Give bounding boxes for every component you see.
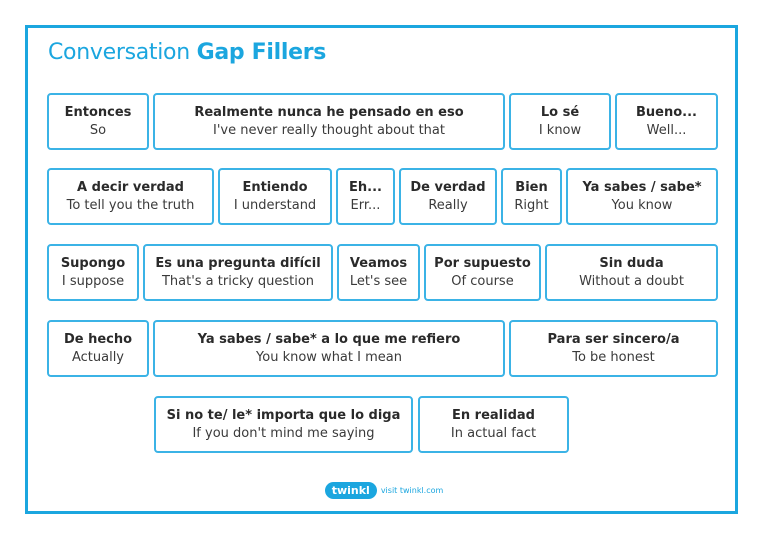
phrase-spanish: Lo sé — [540, 104, 580, 120]
phrase-spanish: Supongo — [60, 255, 126, 271]
phrase-card-pregunta-dificil — [143, 244, 333, 301]
phrase-english: You know — [611, 197, 673, 213]
phrase-card-de-verdad — [399, 168, 497, 225]
phrase-english: Without a doubt — [579, 273, 684, 289]
phrase-card-entonces — [47, 93, 149, 150]
phrase-spanish: Eh... — [349, 179, 382, 195]
phrase-card-sin-duda — [545, 244, 718, 301]
phrase-english: To tell you the truth — [66, 197, 195, 213]
phrase-spanish: Sin duda — [599, 255, 664, 271]
twinkl-logo: twinkl — [325, 482, 377, 499]
phrase-english: Err... — [350, 197, 381, 213]
phrase-card-eh — [336, 168, 395, 225]
phrase-spanish: Ya sabes / sabe* — [582, 179, 702, 195]
phrase-spanish: Realmente nunca he pensado en eso — [194, 104, 464, 120]
phrase-spanish: Bien — [515, 179, 548, 195]
phrase-spanish: Es una pregunta difícil — [155, 255, 321, 271]
phrase-english: I know — [538, 122, 582, 138]
phrase-spanish: Entonces — [64, 104, 132, 120]
phrase-card-entiendo — [218, 168, 332, 225]
phrase-card-por-supuesto — [424, 244, 541, 301]
phrase-card-veamos — [337, 244, 420, 301]
phrase-card-en-realidad — [418, 396, 569, 453]
phrase-english: Of course — [451, 273, 514, 289]
phrase-english: You know what I mean — [256, 349, 402, 365]
phrase-english: So — [89, 122, 107, 138]
phrase-card-si-no-te-importa — [154, 396, 413, 453]
phrase-spanish: Si no te/ le* importa que lo diga — [166, 407, 401, 423]
title-light: Conversation — [48, 40, 190, 65]
phrase-english: In actual fact — [450, 425, 537, 441]
phrase-spanish: Ya sabes / sabe* a lo que me refiero — [197, 331, 461, 347]
phrase-card-a-decir-verdad — [47, 168, 214, 225]
title-bold: Gap Fillers — [196, 40, 327, 65]
phrase-english: That's a tricky question — [161, 273, 315, 289]
phrase-english: Right — [514, 197, 549, 213]
phrase-spanish: De hecho — [63, 331, 133, 347]
phrase-english: I understand — [233, 197, 317, 213]
phrase-english: To be honest — [572, 349, 655, 365]
phrase-english: Really — [428, 197, 468, 213]
phrase-english: I suppose — [61, 273, 125, 289]
phrase-spanish: Bueno... — [636, 104, 697, 120]
phrase-card-bien — [501, 168, 562, 225]
visit-link-text[interactable]: visit twinkl.com — [380, 486, 444, 495]
phrase-english: Well... — [646, 122, 687, 138]
phrase-card-realmente — [153, 93, 505, 150]
phrase-card-supongo — [47, 244, 139, 301]
phrase-card-ya-sabes — [566, 168, 718, 225]
phrase-spanish: A decir verdad — [77, 179, 184, 195]
phrase-english: If you don't mind me saying — [192, 425, 375, 441]
footer — [0, 482, 768, 499]
phrase-card-bueno — [615, 93, 718, 150]
phrase-spanish: Para ser sincero/a — [547, 331, 680, 347]
phrase-spanish: De verdad — [410, 179, 486, 195]
phrase-spanish: Veamos — [349, 255, 408, 271]
phrase-english: Let's see — [349, 273, 408, 289]
phrase-spanish: Por supuesto — [434, 255, 531, 271]
phrase-spanish: Entiendo — [242, 179, 308, 195]
phrase-spanish: En realidad — [452, 407, 535, 423]
phrase-english: I've never really thought about that — [212, 122, 445, 138]
phrase-english: Actually — [71, 349, 125, 365]
phrase-card-de-hecho — [47, 320, 149, 377]
phrase-card-ya-sabes-refiero — [153, 320, 505, 377]
phrase-card-para-ser-sincero — [509, 320, 718, 377]
phrase-card-lo-se — [509, 93, 611, 150]
page-title — [48, 40, 326, 65]
